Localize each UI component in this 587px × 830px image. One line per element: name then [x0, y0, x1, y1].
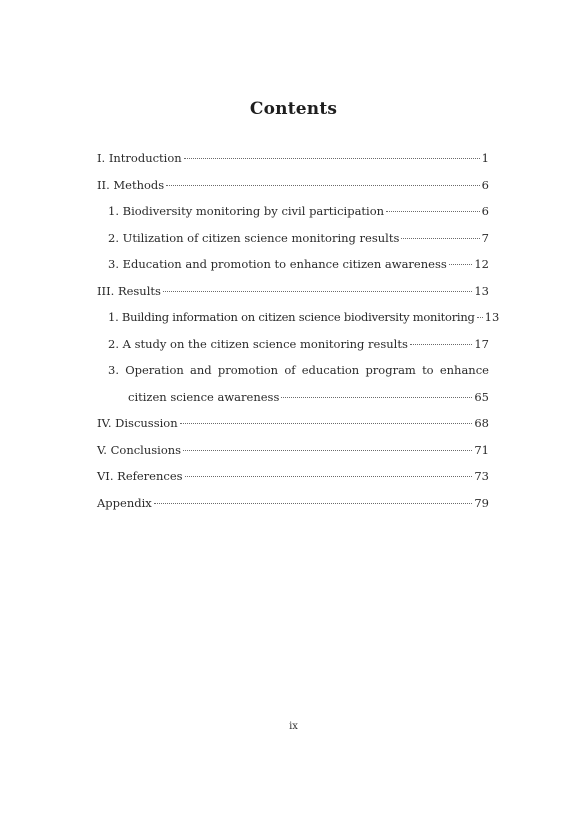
toc-entry-label: II. Methods — [97, 177, 165, 192]
dot-leader — [180, 423, 473, 424]
toc-word: enhance — [439, 363, 489, 377]
toc-word: Operation — [125, 363, 184, 377]
toc-entry-results-1 — [97, 304, 500, 331]
toc-entry-label: III. Results — [97, 283, 161, 298]
dot-leader — [163, 291, 472, 292]
toc-entry-page: 13 — [484, 310, 500, 324]
dot-leader — [185, 476, 473, 477]
toc-entry-introduction — [97, 145, 489, 172]
toc-entry-page: 71 — [474, 442, 489, 457]
dot-leader — [477, 317, 483, 318]
toc-entry-page: 65 — [474, 389, 489, 404]
toc-entry-page: 17 — [474, 336, 489, 351]
toc-entry-label-line2 — [108, 384, 489, 411]
toc-entry-label: 1. Building information on citizen science biodiversity monitoring — [108, 310, 475, 324]
toc-word: to — [422, 363, 434, 377]
dot-leader — [281, 397, 472, 398]
page-number: ix — [289, 721, 298, 732]
toc-entry-page: 6 — [481, 177, 489, 192]
toc-entry-label: VI. References — [97, 469, 183, 483]
toc-entry-page: 73 — [474, 469, 489, 483]
toc-entry-methods-3 — [97, 251, 489, 278]
toc-entry-results-2 — [97, 331, 489, 358]
toc-entry-label: 2. Utilization of citizen science monitoring results — [108, 230, 400, 245]
toc-entry-label: 3. Education and promotion to enhance citizen awareness — [108, 257, 447, 271]
dot-leader — [166, 185, 479, 186]
dot-leader — [184, 158, 480, 159]
toc-entry-label: 1. Biodiversity monitoring by civil participation — [108, 204, 385, 218]
dot-leader — [410, 344, 473, 345]
page-title: Contents — [249, 99, 338, 119]
toc-entry-results — [97, 278, 489, 305]
dot-leader — [401, 238, 479, 239]
toc-word: education — [301, 363, 360, 377]
toc-entry-label: IV. Discussion — [97, 416, 178, 430]
toc-entry-discussion — [97, 410, 489, 437]
toc-word: of — [284, 363, 296, 377]
toc-entry-label: V. Conclusions — [97, 442, 182, 457]
toc-entry-label: 2. A study on the citizen science monitoring results — [108, 336, 408, 351]
dot-leader — [183, 450, 472, 451]
toc-entry-references — [97, 463, 489, 490]
toc-entry-page: 79 — [474, 495, 489, 510]
dot-leader — [449, 264, 473, 265]
dot-leader — [154, 503, 473, 504]
toc-entry-appendix — [97, 490, 489, 517]
toc-entry-conclusions — [97, 437, 489, 464]
toc-entry-methods-2 — [97, 225, 489, 252]
toc-entry-page: 7 — [481, 230, 489, 245]
toc-entry-results-3 — [97, 357, 489, 410]
toc-entry-label: I. Introduction — [97, 151, 182, 165]
toc-entry-methods-1 — [97, 198, 489, 225]
toc-entry-label-line1 — [108, 357, 489, 384]
toc-entry-page: 6 — [481, 204, 489, 218]
toc-word: and — [190, 363, 212, 377]
toc-entry-label: Appendix — [97, 495, 152, 510]
toc-word: program — [365, 363, 416, 377]
toc-entry-label: citizen science awareness — [128, 389, 280, 404]
toc-entry-page: 1 — [481, 151, 489, 165]
table-of-contents — [97, 145, 500, 516]
dot-leader — [386, 211, 480, 212]
toc-entry-page: 68 — [474, 416, 489, 430]
toc-entry-methods — [97, 172, 489, 199]
toc-entry-page: 12 — [474, 257, 489, 271]
toc-entry-page: 13 — [474, 283, 489, 298]
toc-word: promotion — [217, 363, 279, 377]
toc-word: 3. — [108, 363, 119, 377]
